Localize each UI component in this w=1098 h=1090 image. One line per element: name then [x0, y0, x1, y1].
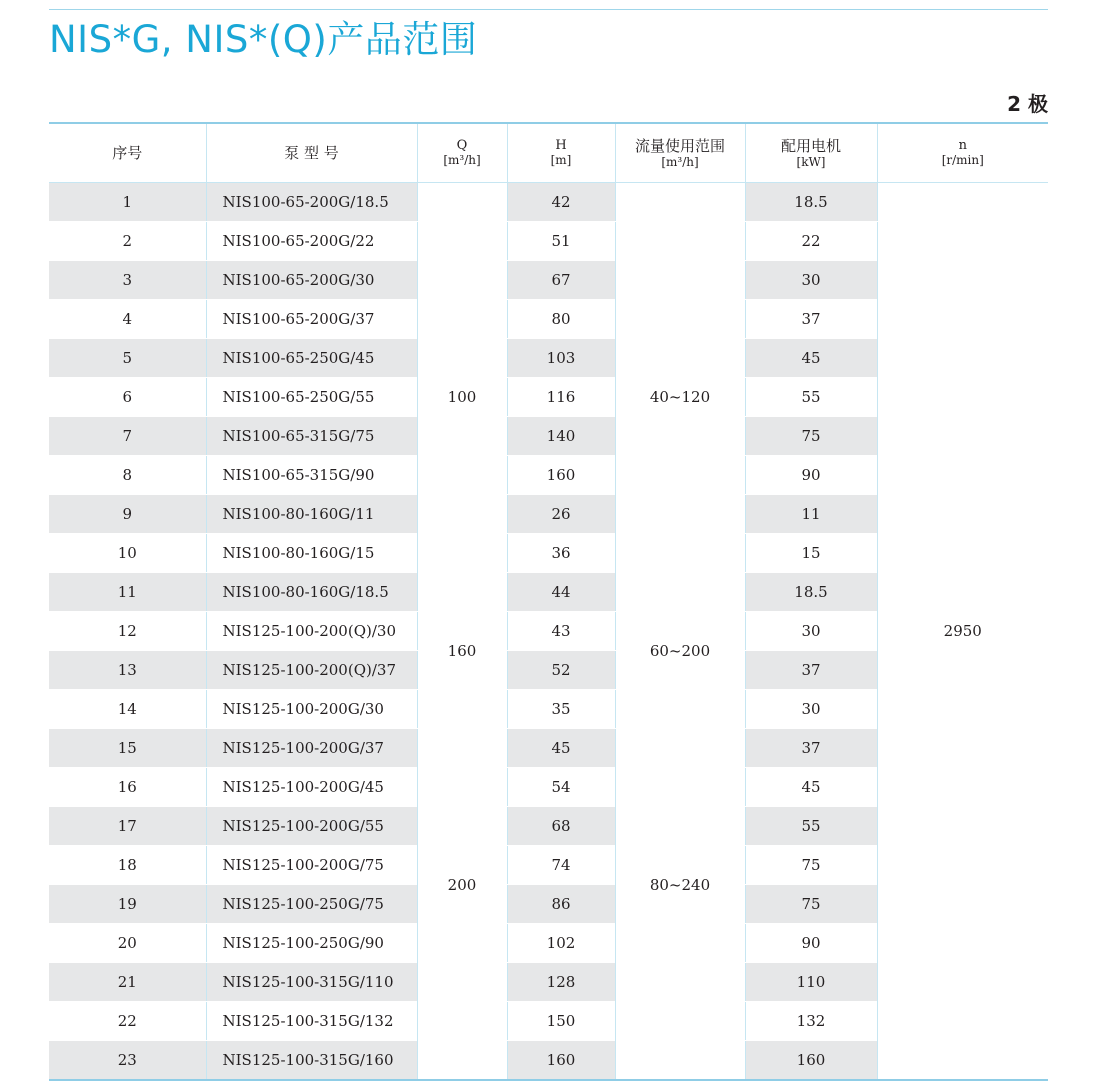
- page-title: NIS*G, NIS*(Q)产品范围: [49, 18, 478, 61]
- head-h-cell: 128: [507, 963, 615, 1002]
- motor-power-cell: 37: [745, 651, 877, 690]
- head-h-cell: 43: [507, 612, 615, 651]
- header-model-label: 泵 型 号: [284, 144, 339, 162]
- head-h-cell: 36: [507, 534, 615, 573]
- row-number: 16: [49, 768, 206, 807]
- head-h-cell: 44: [507, 573, 615, 612]
- head-h-cell: 51: [507, 222, 615, 261]
- head-h-cell: 80: [507, 300, 615, 339]
- pump-model: NIS100-65-200G/37: [206, 300, 417, 339]
- row-number: 18: [49, 846, 206, 885]
- head-h-cell: 52: [507, 651, 615, 690]
- head-h-cell: 116: [507, 378, 615, 417]
- head-h-cell: 74: [507, 846, 615, 885]
- header-no: [49, 123, 206, 183]
- row-number: 9: [49, 495, 206, 534]
- motor-power-cell: 75: [745, 417, 877, 456]
- head-h-cell: 42: [507, 183, 615, 222]
- head-h-cell: 26: [507, 495, 615, 534]
- pump-model: NIS100-65-200G/18.5: [206, 183, 417, 222]
- motor-power-cell: 18.5: [745, 183, 877, 222]
- motor-power-cell: 30: [745, 690, 877, 729]
- head-h-cell: 45: [507, 729, 615, 768]
- header-speed-symbol: n: [958, 138, 967, 153]
- motor-power-cell: 90: [745, 456, 877, 495]
- motor-power-cell: 45: [745, 768, 877, 807]
- head-h-cell: 35: [507, 690, 615, 729]
- header-motor-label: 配用电机: [780, 137, 841, 155]
- row-number: 20: [49, 924, 206, 963]
- motor-power-cell: 37: [745, 729, 877, 768]
- row-number: 6: [49, 378, 206, 417]
- row-number: 4: [49, 300, 206, 339]
- head-h-cell: 103: [507, 339, 615, 378]
- top-divider: [49, 9, 1048, 10]
- header-no-label: 序号: [112, 144, 143, 162]
- head-h-cell: 160: [507, 1041, 615, 1081]
- row-number: 13: [49, 651, 206, 690]
- row-number: 5: [49, 339, 206, 378]
- row-number: 8: [49, 456, 206, 495]
- header-flow-range-label: 流量使用范围: [634, 137, 725, 155]
- header-q-unit: [m³/h]: [443, 153, 481, 167]
- header-h: [507, 123, 615, 183]
- flow-range-cell: 80~240: [615, 690, 745, 1081]
- pump-model: NIS100-80-160G/15: [206, 534, 417, 573]
- pump-model: NIS125-100-200G/37: [206, 729, 417, 768]
- row-number: 14: [49, 690, 206, 729]
- row-number: 2: [49, 222, 206, 261]
- motor-power-cell: 55: [745, 378, 877, 417]
- header-flow-range-unit: [m³/h]: [661, 155, 699, 169]
- pump-model: NIS125-100-315G/132: [206, 1002, 417, 1041]
- table-header-row: [49, 123, 1048, 183]
- header-speed-unit: [r/min]: [941, 153, 984, 167]
- head-h-cell: 54: [507, 768, 615, 807]
- pump-model: NIS125-100-200G/55: [206, 807, 417, 846]
- motor-power-cell: 75: [745, 885, 877, 924]
- header-speed: [877, 123, 1048, 183]
- product-range-table: [49, 122, 1048, 1081]
- pump-model: NIS125-100-250G/75: [206, 885, 417, 924]
- motor-power-cell: 110: [745, 963, 877, 1002]
- row-number: 23: [49, 1041, 206, 1081]
- row-number: 3: [49, 261, 206, 300]
- pump-model: NIS125-100-315G/110: [206, 963, 417, 1002]
- motor-power-cell: 37: [745, 300, 877, 339]
- pump-model: NIS100-65-315G/75: [206, 417, 417, 456]
- header-motor: [745, 123, 877, 183]
- row-number: 12: [49, 612, 206, 651]
- pump-model: NIS100-65-200G/30: [206, 261, 417, 300]
- pole-label: 2 极: [1007, 92, 1048, 116]
- flow-q-cell: 100: [417, 183, 507, 612]
- pump-model: NIS100-65-250G/45: [206, 339, 417, 378]
- pump-model: NIS125-100-200(Q)/30: [206, 612, 417, 651]
- table-row: [49, 183, 1048, 222]
- motor-power-cell: 90: [745, 924, 877, 963]
- header-motor-unit: [kW]: [796, 155, 826, 169]
- head-h-cell: 140: [507, 417, 615, 456]
- row-number: 21: [49, 963, 206, 1002]
- header-q: [417, 123, 507, 183]
- header-h-unit: [m]: [550, 153, 572, 167]
- pump-model: NIS100-65-200G/22: [206, 222, 417, 261]
- pump-model: NIS125-100-200G/45: [206, 768, 417, 807]
- pump-model: NIS125-100-200G/75: [206, 846, 417, 885]
- head-h-cell: 160: [507, 456, 615, 495]
- motor-power-cell: 55: [745, 807, 877, 846]
- header-h-symbol: H: [555, 138, 567, 153]
- flow-q-cell: 160: [417, 612, 507, 690]
- pump-model: NIS125-100-200(Q)/37: [206, 651, 417, 690]
- row-number: 11: [49, 573, 206, 612]
- motor-power-cell: 45: [745, 339, 877, 378]
- pump-model: NIS125-100-250G/90: [206, 924, 417, 963]
- head-h-cell: 102: [507, 924, 615, 963]
- head-h-cell: 86: [507, 885, 615, 924]
- speed-cell: 2950: [877, 183, 1048, 1081]
- pump-model: NIS125-100-200G/30: [206, 690, 417, 729]
- motor-power-cell: 18.5: [745, 573, 877, 612]
- pump-model: NIS100-65-250G/55: [206, 378, 417, 417]
- head-h-cell: 68: [507, 807, 615, 846]
- flow-range-cell: 40~120: [615, 183, 745, 612]
- row-number: 1: [49, 183, 206, 222]
- head-h-cell: 150: [507, 1002, 615, 1041]
- pump-model: NIS100-80-160G/18.5: [206, 573, 417, 612]
- head-h-cell: 67: [507, 261, 615, 300]
- pump-model: NIS100-80-160G/11: [206, 495, 417, 534]
- row-number: 17: [49, 807, 206, 846]
- header-q-symbol: Q: [456, 138, 468, 153]
- pump-model: NIS100-65-315G/90: [206, 456, 417, 495]
- header-flow-range: [615, 123, 745, 183]
- header-model: [206, 123, 417, 183]
- motor-power-cell: 30: [745, 261, 877, 300]
- motor-power-cell: 22: [745, 222, 877, 261]
- row-number: 19: [49, 885, 206, 924]
- row-number: 15: [49, 729, 206, 768]
- motor-power-cell: 75: [745, 846, 877, 885]
- flow-range-cell: 60~200: [615, 612, 745, 690]
- motor-power-cell: 132: [745, 1002, 877, 1041]
- motor-power-cell: 11: [745, 495, 877, 534]
- table-body: [49, 183, 1048, 1081]
- row-number: 7: [49, 417, 206, 456]
- motor-power-cell: 15: [745, 534, 877, 573]
- motor-power-cell: 160: [745, 1041, 877, 1081]
- flow-q-cell: 200: [417, 690, 507, 1081]
- row-number: 22: [49, 1002, 206, 1041]
- motor-power-cell: 30: [745, 612, 877, 651]
- pump-model: NIS125-100-315G/160: [206, 1041, 417, 1081]
- row-number: 10: [49, 534, 206, 573]
